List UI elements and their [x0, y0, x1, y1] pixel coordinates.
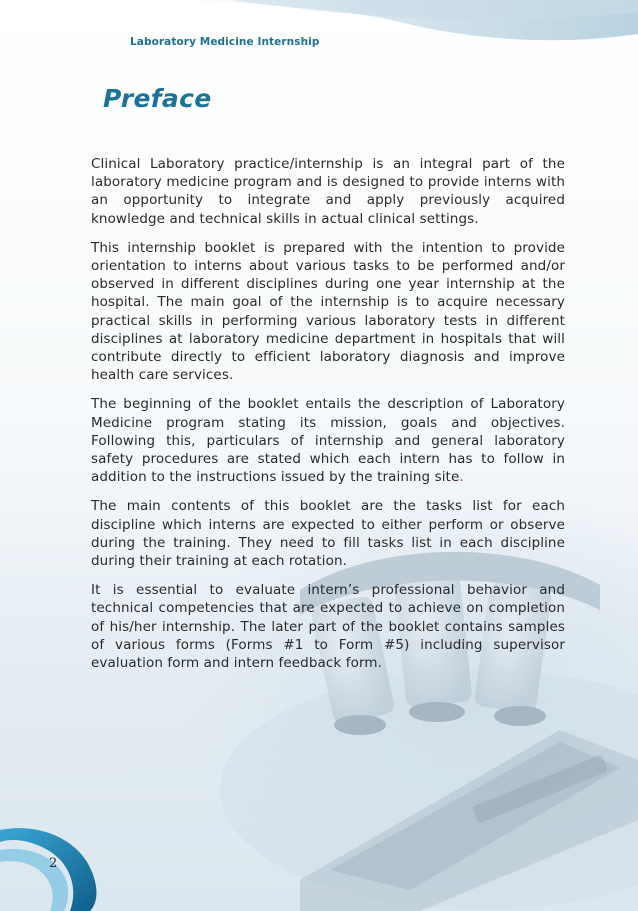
preface-body — [91, 155, 565, 683]
page-number: 2 — [49, 856, 58, 871]
paragraph: The main contents of this booklet are the tasks list for each discipline which interns are expected to either perform or observe during the training. They need to fill tasks list in each discipline during their training at each rotation. — [91, 498, 565, 570]
paragraph-text: The beginning of the booklet entails the description of Laboratory Medicine program stating its mission, goals and objectives. Following this, particulars of internship and general laboratory safety procedures are stated which each intern has to follow in addition to the instructions issued by the training site — [91, 396, 565, 486]
paragraph — [91, 395, 565, 486]
paragraph: It is essential to evaluate intern’s professional behavior and technical competencies that are expected to achieve on completion of his/her internship. The later part of the booklet contains samples of various forms (Forms #1 to Form #5) including supervisor evaluation form and intern feedback form. — [91, 582, 565, 672]
top-wave-decoration — [120, 0, 638, 40]
paragraph: This internship booklet is prepared with the intention to provide orientation to interns about various tasks to be performed and/or observed in different disciplines during one year internship at the hospital. The main goal of the internship is to acquire necessary practical skills in performing various laboratory tests in different disciplines at laboratory medicine department in hospitals that will contribute directly to efficient laboratory diagnosis and improve health care services. — [91, 239, 565, 384]
paragraph: Clinical Laboratory practice/internship is an integral part of the laboratory medicine program and is designed to provide interns with an opportunity to integrate and apply previously acquired knowledge and technical skills in actual clinical settings. — [91, 156, 565, 227]
paragraph-end-mark: . — [459, 469, 464, 486]
running-header: Laboratory Medicine Internship — [130, 36, 320, 48]
page-title: Preface — [103, 84, 212, 113]
